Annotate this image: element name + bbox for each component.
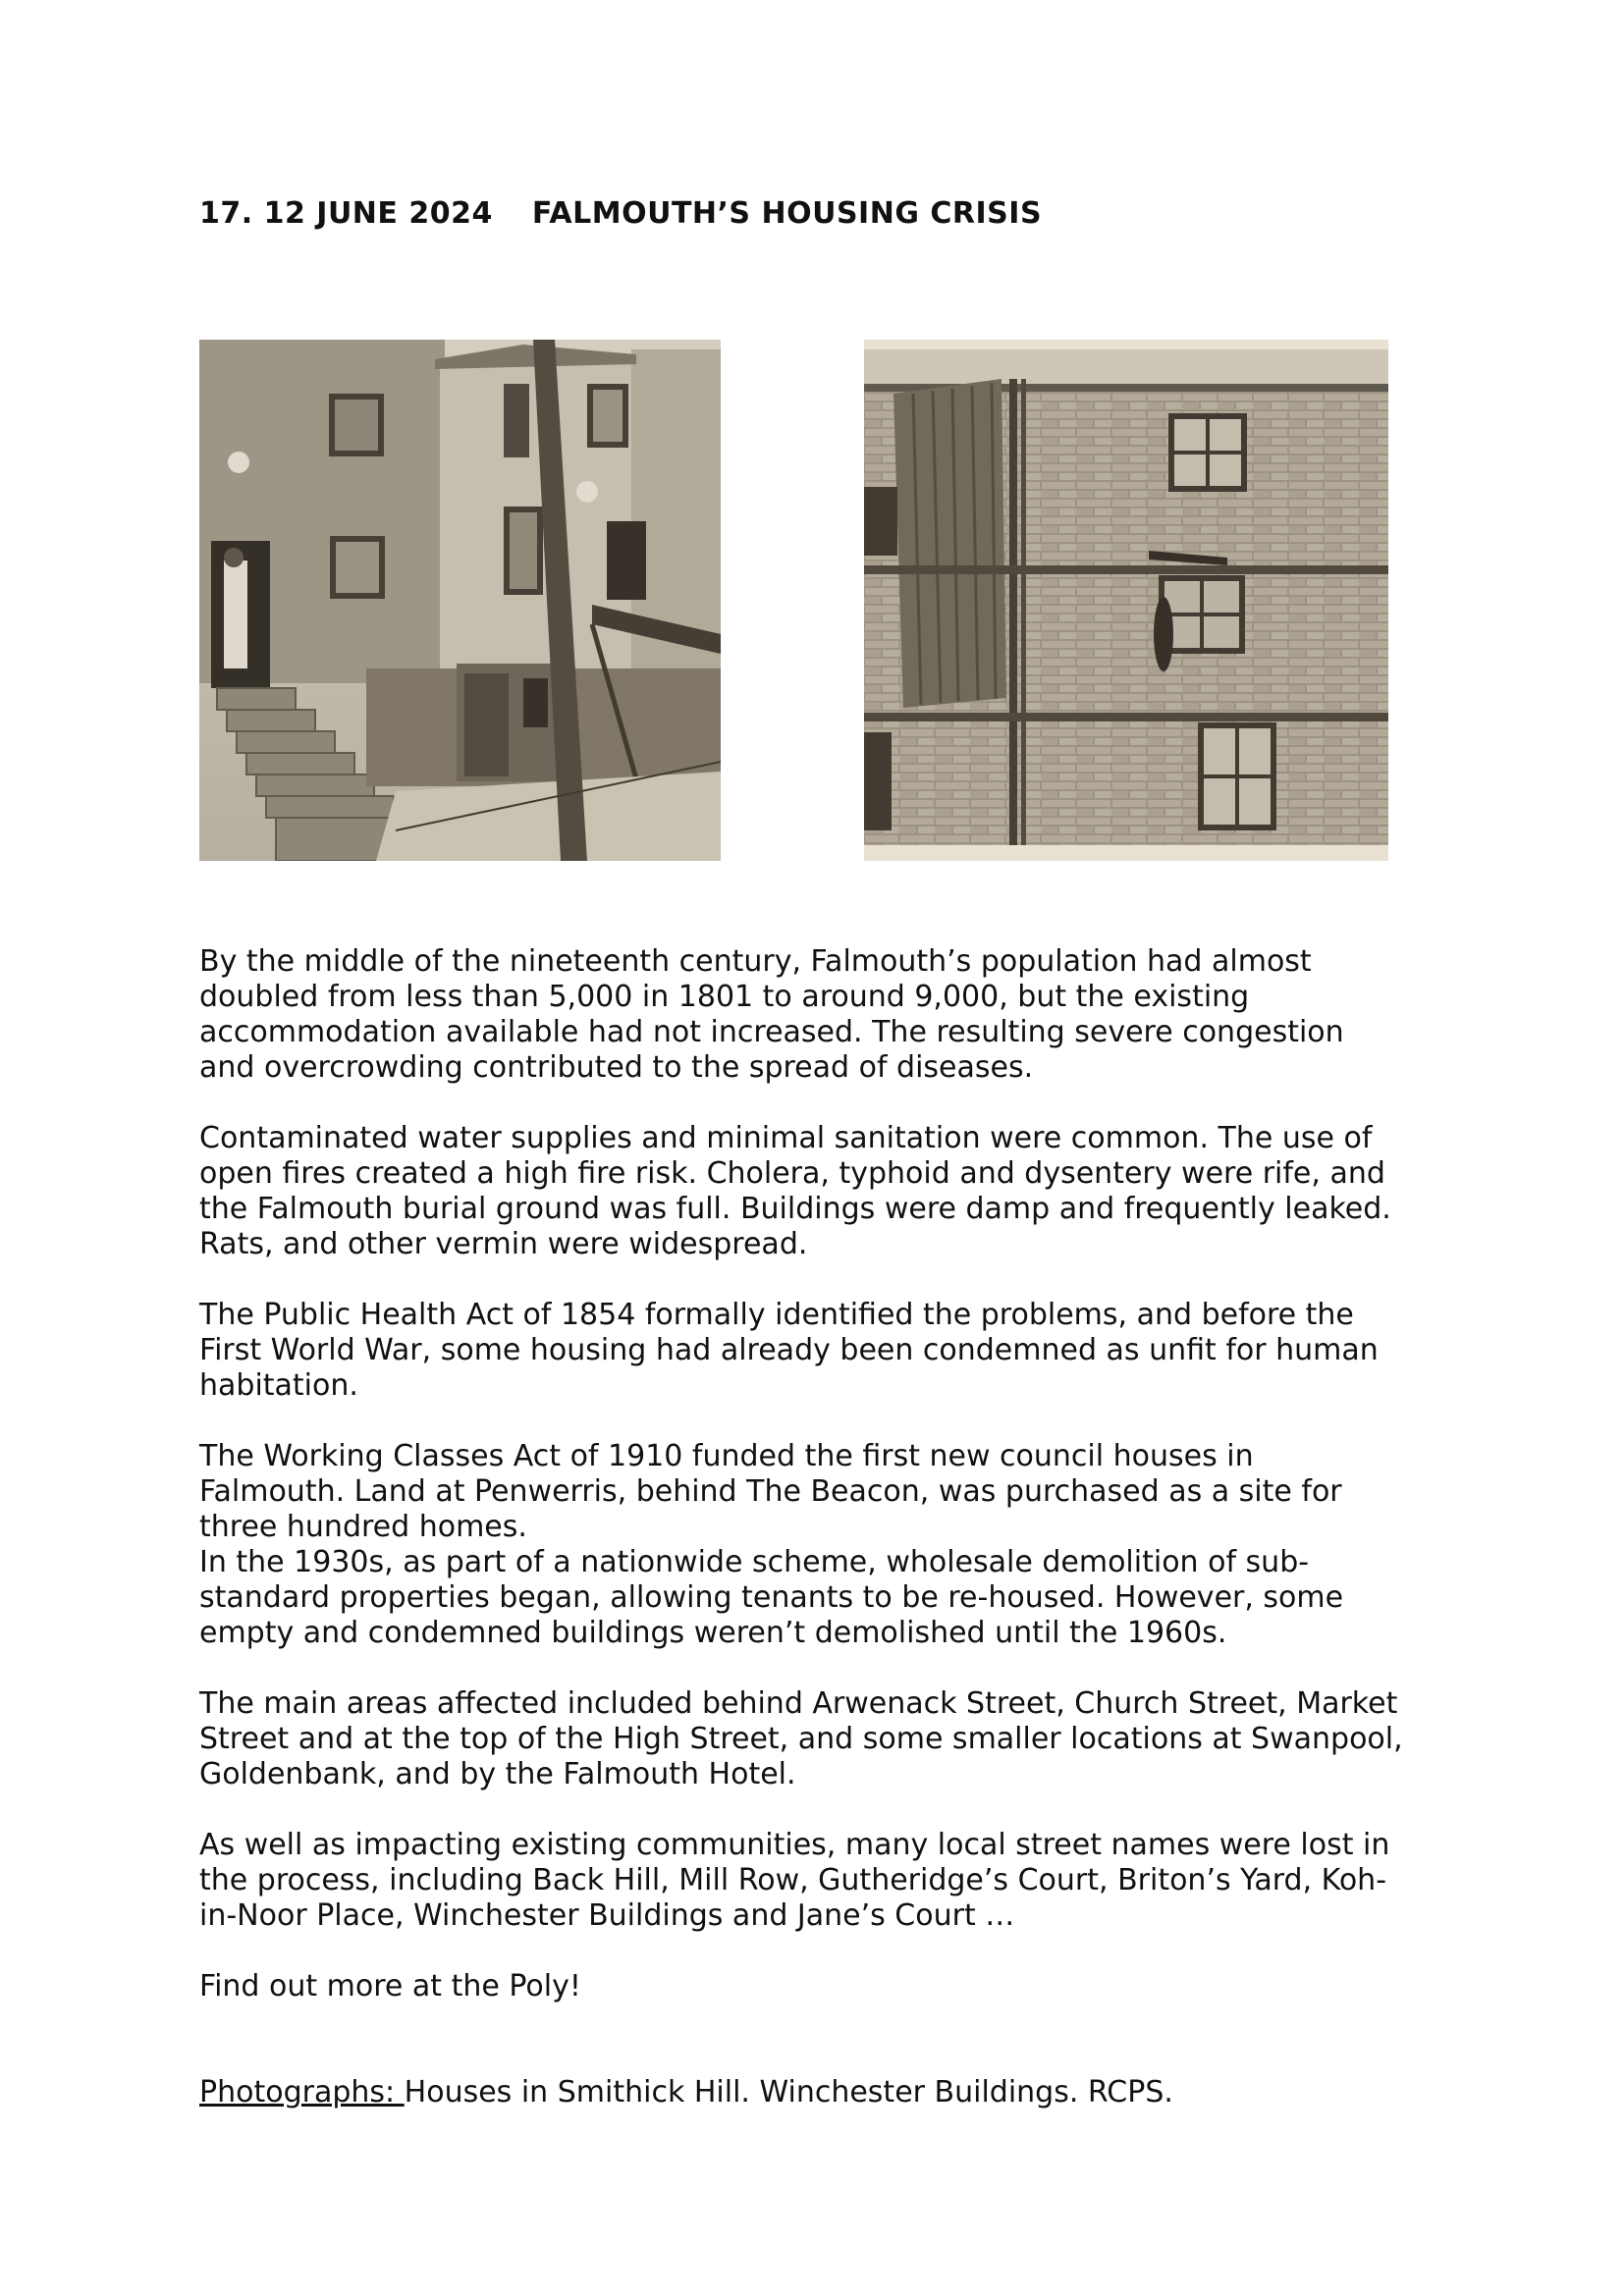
entry-title: FALMOUTH’S HOUSING CRISIS <box>531 196 1043 231</box>
paragraph-conditions: Contaminated water supplies and minimal sanitation were common. The use of open fires created a high fire risk. Cholera, typhoid and dysentery were rife, and the Falmouth burial ground was full. Buildings were damp and frequently leaked. Rats, and other vermin were widespread. <box>199 1121 1391 1261</box>
entry-number-date: 17. 12 JUNE 2024 <box>199 196 493 231</box>
paragraph-find-out-more: Find out more at the Poly! <box>199 1969 581 2003</box>
paragraph-street-names: As well as impacting existing communities, many local street names were lost in the process, including Back Hill, Mill Row, Gutheridge’s Court, Briton’s Yard, Koh- in-Noor Place, Winchester Buildings and Jane’s Court … <box>199 1828 1390 1933</box>
paragraph-demolition: In the 1930s, as part of a nationwide scheme, wholesale demolition of sub- standard properties began, allowing tenants to be re-housed. However, some empty and condemned buildings weren’t demolished until the 1960s. <box>199 1545 1344 1650</box>
photo-winchester-buildings <box>864 340 1388 861</box>
caption-label: Photographs: <box>199 2075 405 2109</box>
caption-text: Houses in Smithick Hill. Winchester Buildings. RCPS. <box>404 2075 1173 2109</box>
paragraph-public-health-act: The Public Health Act of 1854 formally identified the problems, and before the First World War, some housing had already been condemned as unfit for human habitation. <box>199 1298 1379 1403</box>
page-heading <box>199 196 1042 231</box>
article-body <box>199 944 1466 2110</box>
photo-smithick-hill <box>199 340 721 861</box>
paragraph-areas-affected: The main areas affected included behind Arwenack Street, Church Street, Market Street and at the top of the High Street, and some smaller locations at Swanpool, Goldenbank, and by the Falmouth Hotel. <box>199 1686 1403 1791</box>
paragraph-population: By the middle of the nineteenth century, Falmouth’s population had almost doubled from less than 5,000 in 1801 to around 9,000, but the existing accommodation available had not increased. The resulting severe congestion and overcrowding contributed to the spread of diseases. <box>199 944 1344 1085</box>
photo-caption <box>199 2075 1466 2110</box>
paragraph-working-classes-act: The Working Classes Act of 1910 funded the first new council houses in Falmouth. Land at Penwerris, behind The Beacon, was purchased as a site for three hundred homes. <box>199 1439 1342 1544</box>
